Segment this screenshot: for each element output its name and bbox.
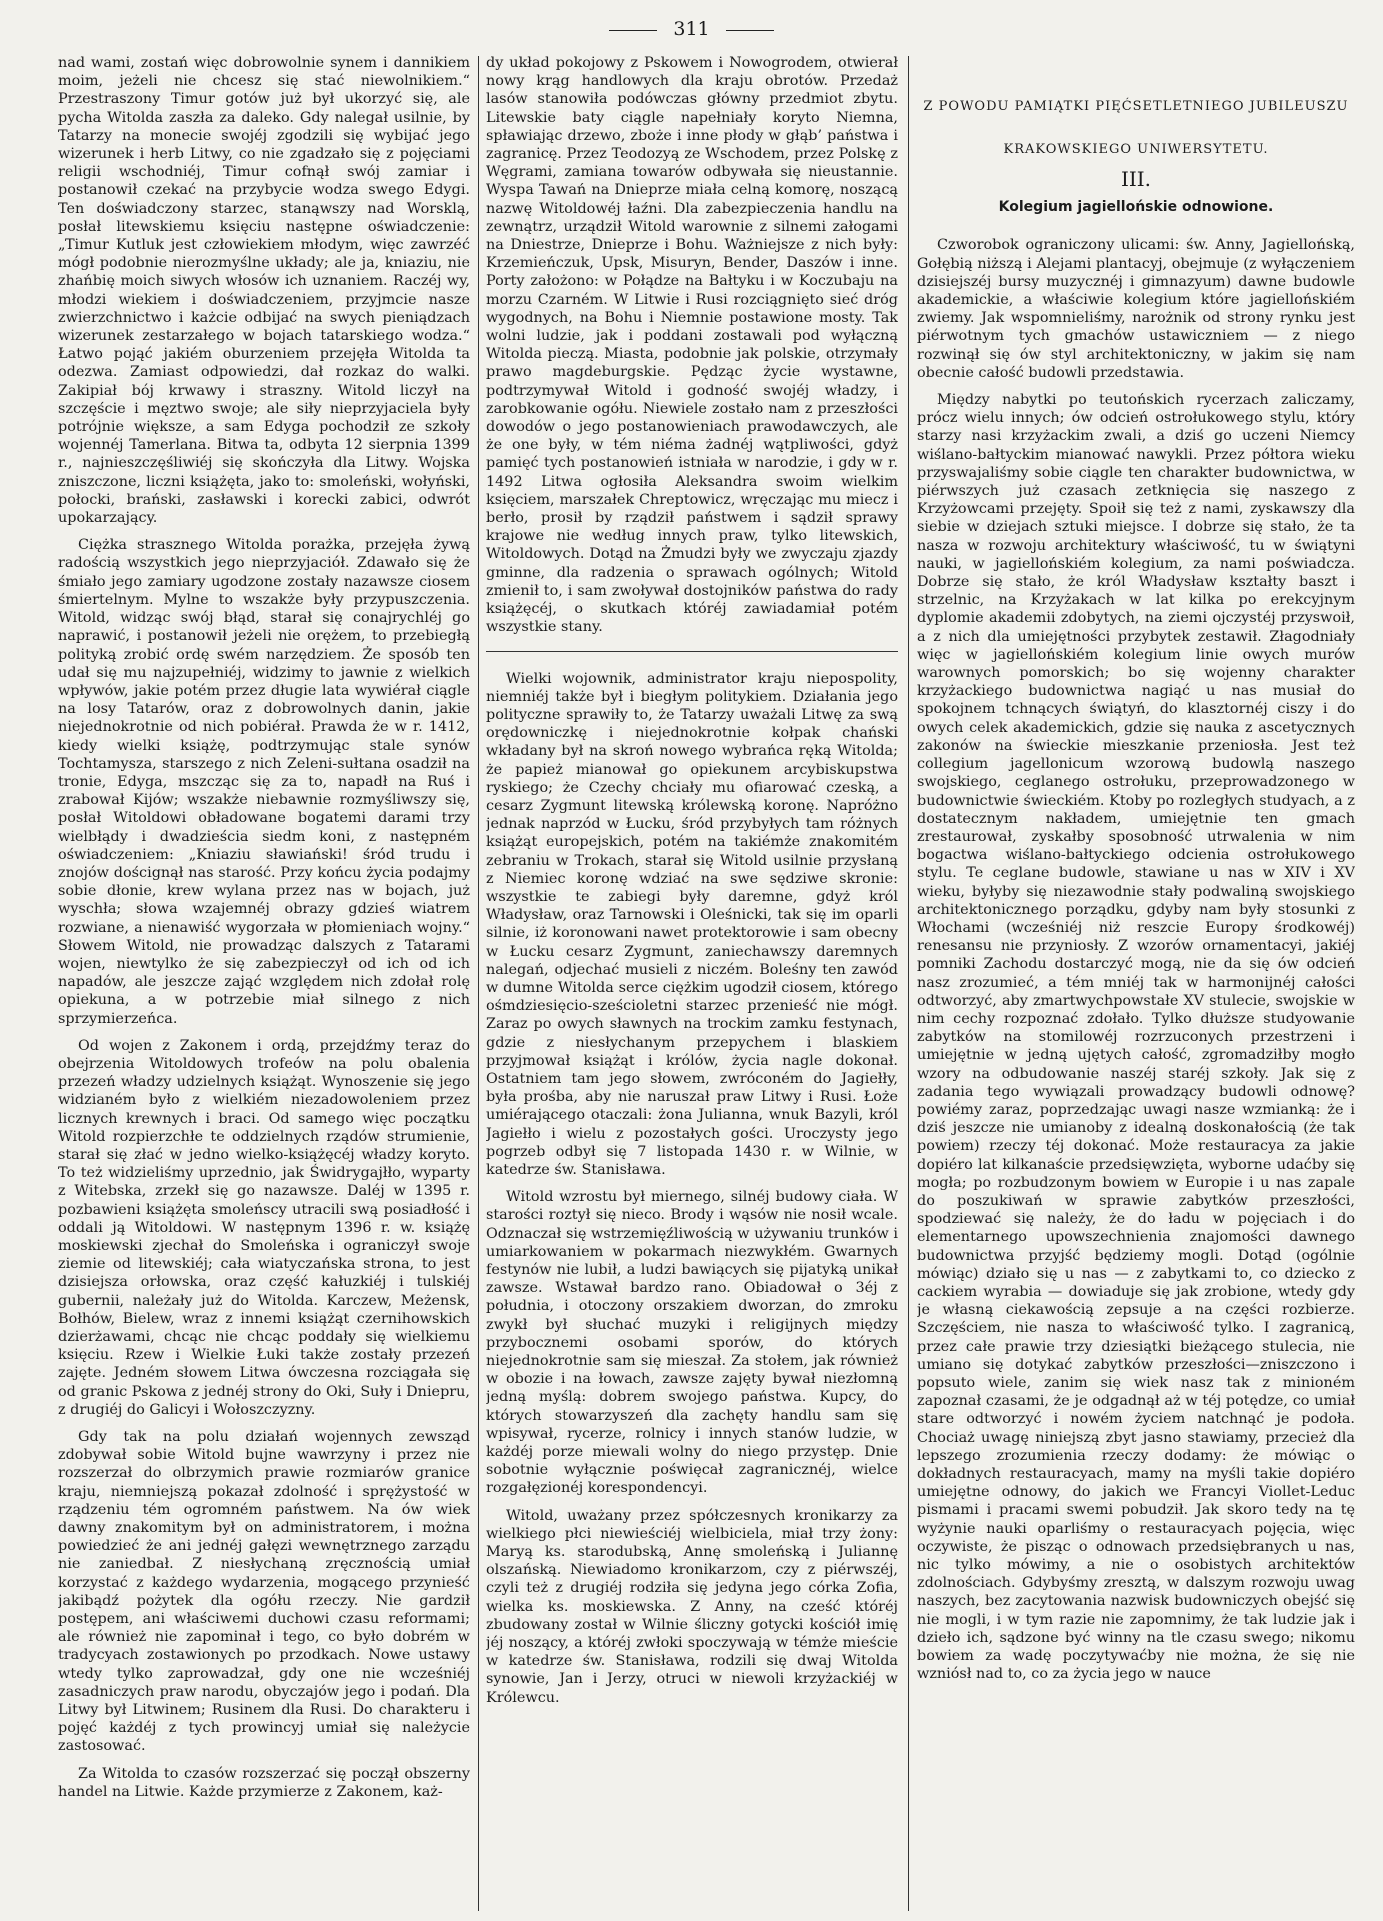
column-3	[917, 54, 1355, 1913]
column-2	[486, 54, 898, 1913]
column-divider-1	[478, 56, 479, 1911]
article-number: III.	[1120, 167, 1152, 191]
column-1	[58, 54, 470, 1913]
paragraph: Między nabytki po teutońskich rycerzach zaliczamy, prócz wielu innych; ów odcień ostrołukowego stylu, który starzy nasi krzyżackim zwali, a dziś go uczeni Niemcy wiślano-bałtyckim mianować nawykli. Przez półtora wieku przyswajaliśmy sobie ciągle ten charakter budownictwa, w piérwszych już czasach zetknięcia się naszego z Krzyżowcami przejęty. Spoił się też z nami, zyskawszy dla siebie w dziejach sztuki miejsce. I dobrze się stało, że ta nasza w rozwoju architektury właściwość, tu w świątyni nauki, w jagiellońskiém kolegium, za nami poświadcza. Dobrze się stało, że król Władysław kształty baszt i strzelnic, na Krzyżakach w lat kilka po erekcyjnym dyplomie akademii zdobytych, na ziemi ojczystéj przyswoił, a z nich dla umiejętności przybytek zestawił. Złagodniały więc w jagiellońskiém kolegium linie owych murów warownych pomorskich; bo się wojenny charakter krzyżackiego budownictwa nagiąć u nas musiał do spokojnem tchnących świątyń, do klasztornéj ciszy i do owych celek akademickich, gdzie się nauka z ascetycznych zakonów na świeckie mieszkanie przeniosła. Jest też collegium jagellonicum wzorową budowlą naszego swojskiego, ceglanego ostrołuku, przeprowadzonego w budownictwie świeckiém. Ktoby po rozległych studyach, a z dostatecznym nakładem, umiejętnie ten gmach zrestaurował, zyskałby sposobność utrwalenia w nim bogactwa wiślano-bałtyckiego odcienia ostrołukowego stylu. Te ceglane budowle, stawiane u nas w XIV i XV wieku, byłyby się niezawodnie stały podwaliną swojskiego architektonicznego porządku, gdyby nam były stosunki z Włochami (wcześniéj niż reszcie Europy środkowéj) renesansu nie przyniosły. Z wzorów ornamentacyi, jakiéj pomniki Zachodu dostarczyć mogą, nie da się ów odcień nasz zrozumieć, a tém mniéj tak w harmonijnéj całości odtworzyć, aby zmartwychpowstałe XV stulecie, swojskie w nim cechy rozpoznać zdołało. Tylko dłuższe studyowanie zabytków na stomilowéj rozrzuconych przestrzeni i umiejętnie w jedną ujętych całość, zgromadziłby mogło wzory na odbudowanie naszéj staréj szkoły. Jak się z zadania tego wywiązali prowadzący budowli odnowę? powiémy zaraz, poprzedzając uwagi nasze wzmianką: że i dziś jeszcze nie umianoby z idealną doskonałością (że tak powiem) rzeczy téj dokonać. Może restauracya za jakie dopiéro lat kilkanaście przedsięwzięta, wyborne udaćby się mogła; po rozbudzonym bowiem w Europie i u nas zapale do poszukiwań w sprawie zabytków przeszłości, spodziewać się należy, że do ładu w pojęciach i do elementarnego upowszechnienia znajomości dawnego budownictwa przyjść będziemy mogli. Dotąd (ogólnie mówiąc) działo się u nas — z zabytkami to, co dziecko z cackiem wyrabia — dowiaduje się jak zrobione, wtedy gdy je własną ciekawością zepsuje a na części rozbierze. Szczęściem, nie nasza to właściwość tylko. I zagranicą, przez całe prawie trzy dziesiątki bieżącego stulecia, nie umiano się dotykać zabytków przeszłości—zniszczono i popsuto wiele, zanim się wiek nasz tak z minioném zapoznał czasami, że je odgadnął aż w téj potędze, co umiał stare odtworzyć i nowém życiem natchnąć je podoła. Chociaż uwagę niniejszą zbyt jasno stawiamy, przecież dla lepszego zrozumienia rzeczy dodamy: że mówiąc o dokładnych restauracyach, mamy na myśli takie dopiéro umiejętne odnowy, do jakich we Francyi Viollet-Leduc pismami i pracami swemi pobudził. Jak skoro tedy na tę wyżynie nauki oparliśmy o restauracyach pojęcia, więc oczywiste, że pisząc o odnowach przedsiębranych u nas, nic tylko mówimy, a nie o osobistych architektów zdolnościach. Gdybyśmy zresztą, w dalszym rozwoju uwag naszych, bez zacytowania nazwisk budowniczych obejść się nie mogli, i w tym razie nie zapomnimy, że tak ludzie jak i dzieło ich, sądzone być winny na tle czasu swego; nikomu bowiem za wadę poczytywaćby nie można, że się nie wzniósł nad to, co za życia jego w nauce	[917, 392, 1355, 1683]
paragraph: Witold wzrostu był miernego, silnéj budowy ciała. W starości roztył się nieco. Brody i wąsów nie nosił wcale. Odznaczał się wstrzemięźliwością w używaniu trunków i umiarkowaniem w pokarmach niezwykłém. Gwarnych festynów nie lubił, a ludzi bawiących się pijatyką unikał zawsze. Wstawał bardzo rano. Obiadował o 3éj z południa, i otoczony orszakiem dworzan, do zmroku zwykł był słuchać muzyki i religijnych między przybocznemi osobami sporów, do których niejednokrotnie sam się mieszał. Za stołem, jak również w obozie i na łowach, zawsze zajęty bywał niezłomną jedną myślą: dobrem swojego państwa. Kupcy, do których stowarzyszeń dla zachęty handlu sam się wpisywał, rycerze, rolnicy i innych stanów ludzie, w każdéj porze miewali wolny do niego przystęp. Dnie sobotnie wyłącznie poświęcał zagranicznéj, wielce rozgałęzionéj korespondencyi.	[486, 1189, 898, 1497]
article-subtitle: Kolegium jagiellońskie odnowione.	[998, 199, 1274, 216]
column-divider-2	[908, 56, 909, 1911]
paragraph: Ciężka strasznego Witolda porażka, przejęła żywą radością wszystkich jego nieprzyjaciół. Zdawało się że śmiało jego zamiary ugodzone zostały nazawsze ciosem śmiertelnym. Mylne to wszakże były przypuszczenia. Witold, widząc swój błąd, starał się conajrychléj go naprawić, i postanowił jeżeli nie orężem, to przebiegłą polityką zrobić ordę swém narzędziem. Że sposób ten udał się mu najzupełniéj, widzimy to jawnie z wielkich wpływów, jakie potém przez długie lata wywiérał ciągle na losy Tatarów, oraz z dobrowolnych danin, jakie niejednokrotnie od nich pobiérał. Prawda że w r. 1412, kiedy wielki książę, podtrzymując stale synów Tochtamysza, starszego z nich Zeleni-sułtana osadził na tronie, Edyga, mszcząc się za to, napadł na Ruś i zrabował Kijów; wszakże niebawnie rozmyśliwszy się, posłał Witoldowi obładowane bogatemi darami trzy wielbłądy i dwadzieścia siedm koni, z następném oświadczeniem: „Kniaziu sławiański! śród trudu i znojów doścignął nas starość. Przy końcu życia podajmy sobie dłonie, krew wylana przez nas w bojach, już wyschła; słowa wzajemnéj obrazy gdzieś wiatrem rozwiane, a nienawiść wygorzała w płomieniach wojny.“ Słowem Witold, nie prowadząc dalszych z Tatarami wojen, niewtylko że się zabezpieczył od ich od ich napadów, ale jeszcze zająć względem nich zdołał rolę opiekuna, a w potrzebie miał silnego z nich sprzymierzeńca.	[58, 537, 470, 1027]
paragraph: dy układ pokojowy z Pskowem i Nowogrodem, otwierał nowy krąg handlowych dla kraju obrotów. Przedaż lasów stanowiła podówczas główny przedmiot zbytu. Litewskie baty ciągle napełniały koryto Niemna, spławiając drzewo, zboże i inne płody w głąb’ państwa i zagranicę. Przez Teodozyą ze Wschodem, przez Polskę z Węgrami, zamiana towarów odbywała się nieustannie. Wyspa Tawań na Dnieprze miała celną komorę, noszącą nazwę Witoldowéj łaźni. Dla zabezpieczenia handlu na zewnątrz, urządził Witold warownie z silnemi załogami na Dniestrze, Dnieprze i Bohu. Ważniejsze z nich były: Krzemieńczuk, Upsk, Misuryn, Bender, Daszów i inne. Porty założono: w Połądze na Bałtyku i w Koczubaju na morzu Czarném. W Litwie i Rusi rozciągnięto sieć dróg wygodnych, na Bohu i Niemnie postawione mosty. Tak wolni ludzie, jak i poddani zostawali pod wyłączną Witolda pieczą. Miasta, podobnie jak polskie, otrzymały prawo magdeburgskie. Pędząc życie wystawne, podtrzymywał Witold i godność swojéj władzy, i zarobkowanie ogółu. Niewiele zostało nam z przeszłości dowodów o jego postanowieniach prawodawczych, ale że one były, w tém niéma żadnéj wątpliwości, gdyż pamięć tych postanowień istniała w narodzie, i gdy w r. 1492 Litwa ogłosiła Aleksandra swoim wielkim księciem, marszałek Chreptowicz, wręczając mu miecz i berło, prosił by rządził państwem i sądził sprawy krajowe nie według innych praw, tylko litewskich, Witoldowych. Dotąd na Żmudzi były we zwyczaju zjazdy gminne, dla radzenia o sprawach ogólnych; Witold zmienił to, i sam zwoływał dostojników państwa do rady książęcéj, o skutkach któréj zawiadamiał potém wszystkie stany.	[486, 55, 898, 636]
paragraph: Za Witolda to czasów rozszerzać się począł obszerny handel na Litwie. Każde przymierze z Zakonem, każ-	[58, 1765, 470, 1800]
paragraph: Wielki wojownik, administrator kraju niepospolity, niemniéj także był i biegłym politykiem. Działania jego polityczne sprawiły to, że Tatarzy uważali Litwę za swą orędowniczkę i niejednokrotnie kołpak chański wkładany był na skroń nowego wybrańca ręką Witolda; że papież mianował go opiekunem arcybiskupstwa ryskiego; że Czechy chciały mu ofiarować czeską, a cesarz Zygmunt litewską królewską koronę. Napróżno jednak naprzód w Łucku, śród przybyłych tam różnych książąt europejskich, potém na takiémże znakomitém zebraniu w Trokach, starał się Witold usilnie przysłaną z Niemiec koronę wdziać na swe sędziwe skronie: wszystkie te zabiegi były daremne, gdyż król Władysław, oraz Tarnowski i Oleśnicki, tak się im oparli silnie, iż koronowani nawet protektorowie i sam obecny w Łucku cesarz Zygmunt, zaniechawszy daremnych nalegań, odjechać musieli z niczém. Boleśny ten zawód w dumne Witolda serce ciężkim ugodził ciosem, którego ośmdziesięcio-sześcioletni starzec przenieść nie mógł. Zaraz po owych sławnych na trockim zamku festynach, gdzie z niesłychanym przepychem i blaskiem przyjmował książąt i królów, życia nagle dokonał. Ostatniem tam jego słowem, zwróconém do Jagiełły, była prośba, aby nie naruszał praw Litwy i Rusi. Łoże umiérającego otaczali: żona Julianna, wnuk Bazyli, król Jagiełło i wielu z pozostałych gości. Uroczysty jego pogrzeb odbył się 7 listopada 1430 r. w Wilnie, w katedrze św. Stanisława.	[486, 670, 898, 1178]
article-title-line2: KRAKOWSKIEGO UNIWERSYTETU.	[1003, 142, 1269, 157]
section-separator	[486, 651, 898, 652]
article-title-line1: Z POWODU PAMIĄTKI PIĘĆSETLETNIEGO JUBILEUSZU	[923, 99, 1349, 114]
header-rule-right	[726, 30, 774, 31]
page-number: 311	[673, 18, 710, 40]
paragraph: Od wojen z Zakonem i ordą, przejdźmy teraz do obejrzenia Witoldowych trofeów na polu obalenia przezeń władzy udzielnych książąt. Wynoszenie się jego widzianém było z wielkiém niezadowoleniem przez licznych krewnych i braci. Od samego więc początku Witold rozpierzchłe te oddzielnych rządów strumienie, starał się złać w jedno wielko-książęcéj władzy koryto. To też widzieliśmy uprzednio, jak Świdrygajłło, wyparty z Witebska, zrzekł się go nazawsze. Daléj w 1395 r. pozbawieni książęta smoleńscy utracili swą posiadłość i oddali ją Witoldowi. W następnym 1396 r. w. książę moskiewski zjechał do Smoleńska i ograniczył swoje ziemie od litewskiéj; cała wiatyczańska strona, to jest dzisiejsza orłowska, oraz część kałuzkiéj i tulskiéj gubernii, należały już do Witolda. Karczew, Meżensk, Bołhów, Bielew, wraz z innemi książąt czernihowskich dzierżawami, chcąc nie chcąc poddały się wielkiemu księciu. Rzew i Wielkie Łuki także zostały przezeń zajęte. Jedném słowem Litwa ówczesna rozciągała się od granic Pskowa z jednéj strony do Oki, Suły i Dniepru, z drugiéj do Galicyi i Wołoszczyzny.	[58, 1037, 470, 1418]
page-header	[0, 18, 1383, 40]
header-rule-left	[609, 30, 657, 31]
paragraph: Gdy tak na polu działań wojennych zewsząd zdobywał sobie Witold bujne wawrzyny i przez nie rozszerzał do olbrzymich prawie rozmiarów granice kraju, niemniejszą pokazał zdolność i sprężystość w rządzeniu tém ogromném państwem. Na ów wiek dawny znakomitym był on administratorem, i można powiedzieć że ani jednéj gałęzi wewnętrznego zarządu nie zaniedbał. Z niesłychaną zręcznością umiał korzystać z każdego wydarzenia, mogącego przynieść jakibądź pożytek dla ogółu rzeczy. Nie gardził postępem, ani właściwemi duchowi czasu reformami; ale również nie zapominał i tego, co było dobrém w tradycyach zostawionych po przodkach. Nowe ustawy wtedy tylko zaprowadzał, gdy one nie wcześniéj zasadniczych praw narodu, obyczajów jego i podań. Dla Litwy był Litwinem; Rusinem dla Rusi. Do charakteru i pojęć każdéj z tych prowincyj umiał się należycie zastosować.	[58, 1429, 470, 1755]
paragraph: Witold, uważany przez spółczesnych kronikarzy za wielkiego płci niewieściéj wielbiciela, miał trzy żony: Maryą ks. starodubską, Annę smoleńską i Juliannę olszańską. Niewiadomo kronikarzom, czy z piérwszéj, czyli też z drugiéj rodziła się jedyna jego córka Zofia, wielka ks. moskiewska. Z Anny, na cześć któréj zbudowany został w Wilnie śliczny gotycki kościół imię jéj noszący, a któréj zwłoki spoczywają w témże mieście w katedrze św. Stanisława, rodzili się dwaj Witolda synowie, Jan i Jerzy, otruci w niewoli krzyżackiéj w Królewcu.	[486, 1507, 898, 1706]
paragraph: nad wami, zostań więc dobrowolnie synem i dannikiem moim, jeżeli nie chcesz się stać niewolnikiem.“ Przestraszony Timur gotów już był ukorzyć się, ale pycha Witolda zaszła za daleko. Gdy nalegał usilnie, by Tatarzy na monecie swojéj zgodzili się wybijać jego wizerunek i herb Litwy, co nie zgadzało się z pojęciami religii wschodniéj, Timur cofnął swój zamiar i postanowił czekać na przybycie wodza swego Edygi. Ten doświadczony starzec, stanąwszy nad Worsklą, posłał litewskiemu księciu następne oświadczenie: „Timur Kutluk jest człowiekiem młodym, więc zawrzéć mógł podobnie nierozmyślne układy; ale ja, kniaziu, nie zhańbię moich siwych włosów ich uznaniem. Raczéj wy, młodzi wiekiem i doświadczeniem, przyjmcie nasze zwierzchnictwo i każcie odbijać na swych pieniądzach wizerunek zestarzałego w bojach tatarskiego wodza.“ Łatwo pojąć jakiém oburzeniem przejęła Witolda ta odezwa. Zamiast odpowiedzi, dał rozkaz do walki. Zakipiał bój krwawy i straszny. Witold liczył na szczęście i męztwo swoje; ale siły nieprzyjaciela były potrójnie większe, a sam Edyga pochodził ze szkoły wojennéj Tamerlana. Bitwa ta, odbyta 12 sierpnia 1399 r., najnieszczęśliwiéj się skończyła dla Litwy. Wojska zniszczone, liczni książęta, jako to: smoleński, wołyński, połocki, brański, zasławski i korecki zabici, odwrót upokarzający.	[58, 55, 470, 527]
paragraph: Czworobok ograniczony ulicami: św. Anny, Jagiellońską, Gołębią niższą i Alejami plantacyj, obejmuje (z wyłączeniem dzisiejszéj bursy muzycznéj i gimnazyum) dawne budowle akademickie, a właściwie kolegium które jagiellońskiém zwiemy. Jak wspomnieliśmy, narożnik od strony rynku jest piérwotnym tych gmachów ustawiczniem — z niego rozwinął się ów styl architektoniczny, w jakim się nam obecnie całość budowli przedstawia.	[917, 237, 1355, 381]
